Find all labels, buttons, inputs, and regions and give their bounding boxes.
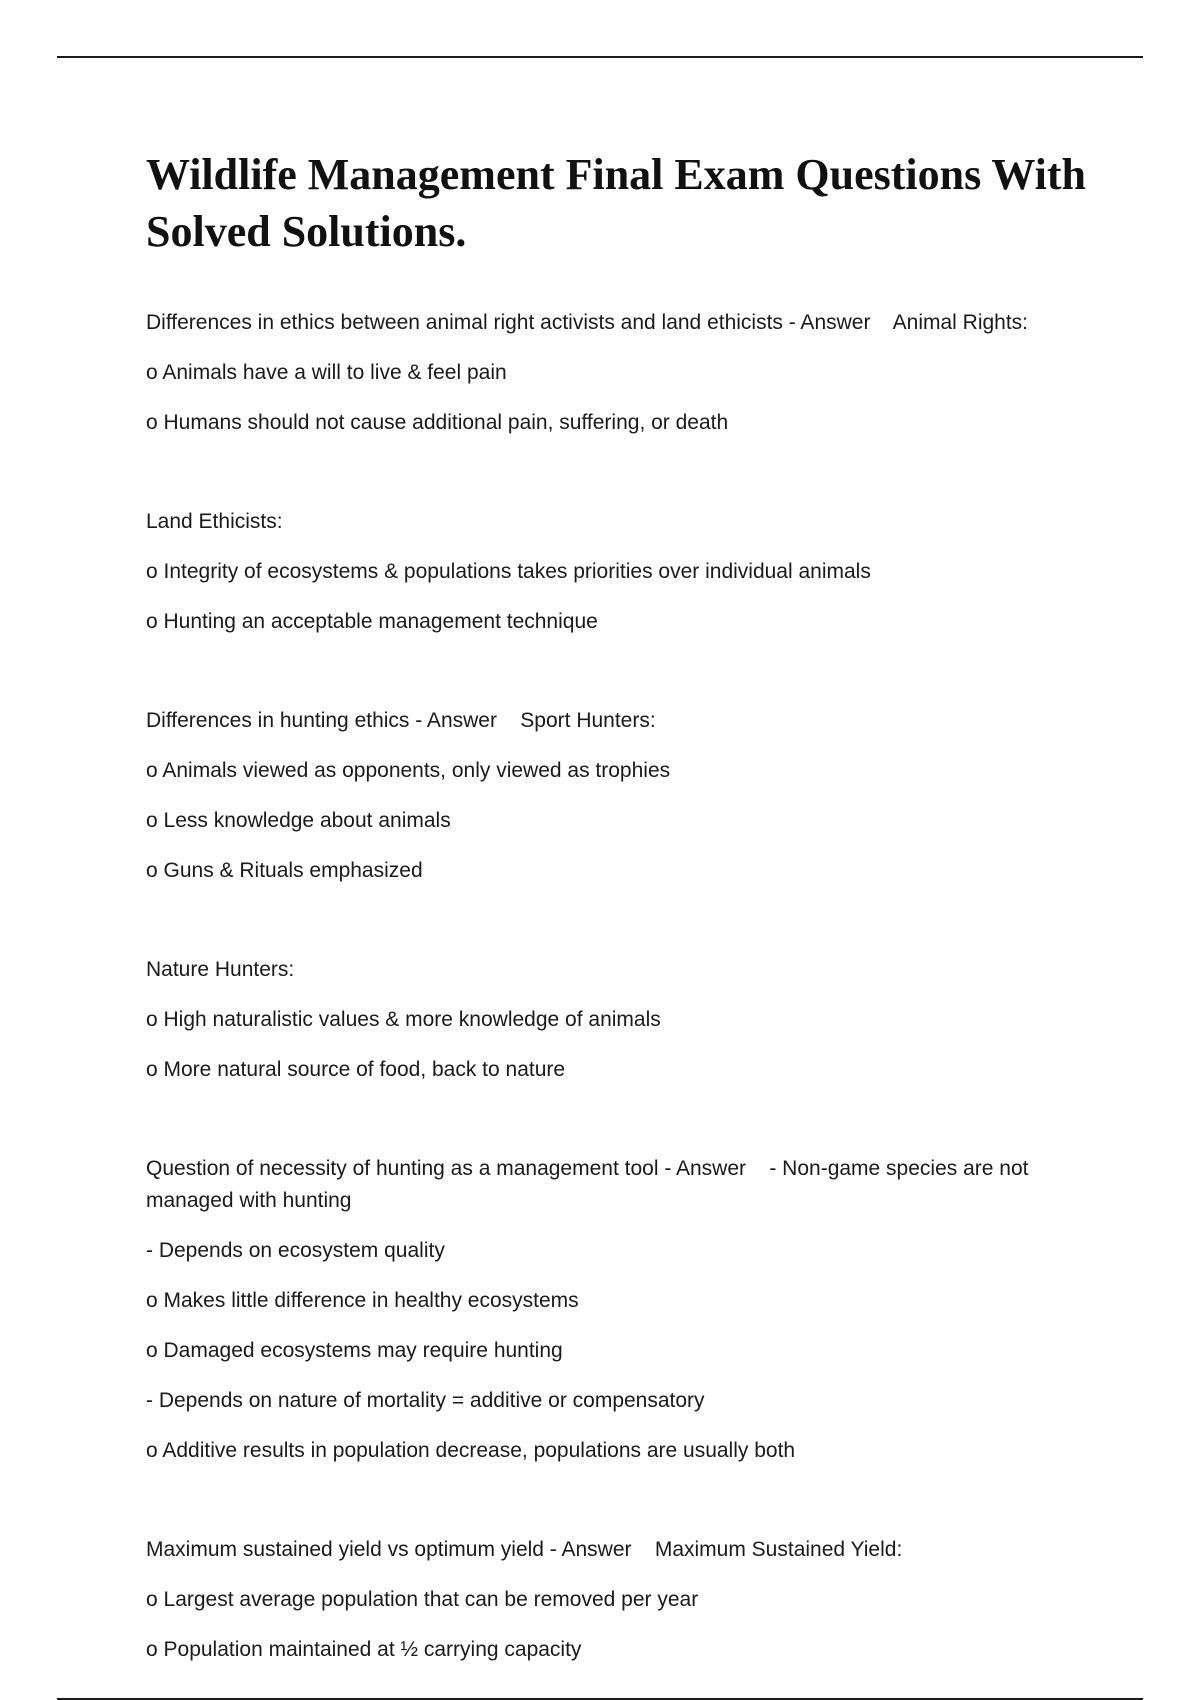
answer-bullet: - Depends on ecosystem quality <box>146 1239 445 1262</box>
subheading-line: Land Ethicists: <box>146 510 283 533</box>
document-page <box>146 146 1086 1684</box>
section-gap <box>146 1485 1086 1534</box>
answer-bullet: o Makes little difference in healthy ecosystems <box>146 1289 579 1312</box>
answer-bullet: o Animals viewed as opponents, only viewed as trophies <box>146 759 671 782</box>
answer-bullet: o Hunting an acceptable management technique <box>146 610 598 633</box>
answer-bullet: o Less knowledge about animals <box>146 809 451 832</box>
answer-bullet: - Depends on nature of mortality = additive or compensatory <box>146 1389 705 1412</box>
answer-bullet: o Damaged ecosystems may require hunting <box>146 1339 563 1362</box>
answer-bullet: o Integrity of ecosystems & populations takes priorities over individual animals <box>146 560 871 583</box>
section-sustained-yield <box>146 1534 1086 1666</box>
document-title: Wildlife Management Final Exam Questions With Solved Solutions. <box>146 150 1086 256</box>
answer-bullet: o Humans should not cause additional pain, suffering, or death <box>146 411 729 434</box>
section-land-ethicists <box>146 506 1086 638</box>
answer-bullet: o Largest average population that can be removed per year <box>146 1588 699 1611</box>
answer-bullet: o Additive results in population decrease, populations are usually both <box>146 1439 796 1462</box>
answer-bullet: o Animals have a will to live & feel pain <box>146 361 507 384</box>
answer-bullet: o Guns & Rituals emphasized <box>146 859 423 882</box>
section-gap <box>146 457 1086 506</box>
answer-bullet: o High naturalistic values & more knowledge of animals <box>146 1008 661 1031</box>
section-hunting-necessity <box>146 1153 1086 1467</box>
subheading-line: Nature Hunters: <box>146 958 295 981</box>
answer-bullet: o Population maintained at ½ carrying capacity <box>146 1638 582 1661</box>
section-gap <box>146 1104 1086 1153</box>
question-line: Differences in ethics between animal right activists and land ethicists - Answer Animal Rights: <box>146 311 1029 334</box>
section-animal-rights <box>146 307 1086 439</box>
answer-bullet: o More natural source of food, back to nature <box>146 1058 566 1081</box>
top-rule <box>57 56 1143 58</box>
section-gap <box>146 656 1086 705</box>
question-line: Question of necessity of hunting as a management tool - Answer - Non-game species are not managed with hunting <box>146 1157 1035 1212</box>
question-line: Differences in hunting ethics - Answer Sport Hunters: <box>146 709 656 732</box>
section-hunting-ethics <box>146 705 1086 887</box>
section-nature-hunters <box>146 954 1086 1086</box>
section-gap <box>146 905 1086 954</box>
question-line: Maximum sustained yield vs optimum yield - Answer Maximum Sustained Yield: <box>146 1538 903 1561</box>
